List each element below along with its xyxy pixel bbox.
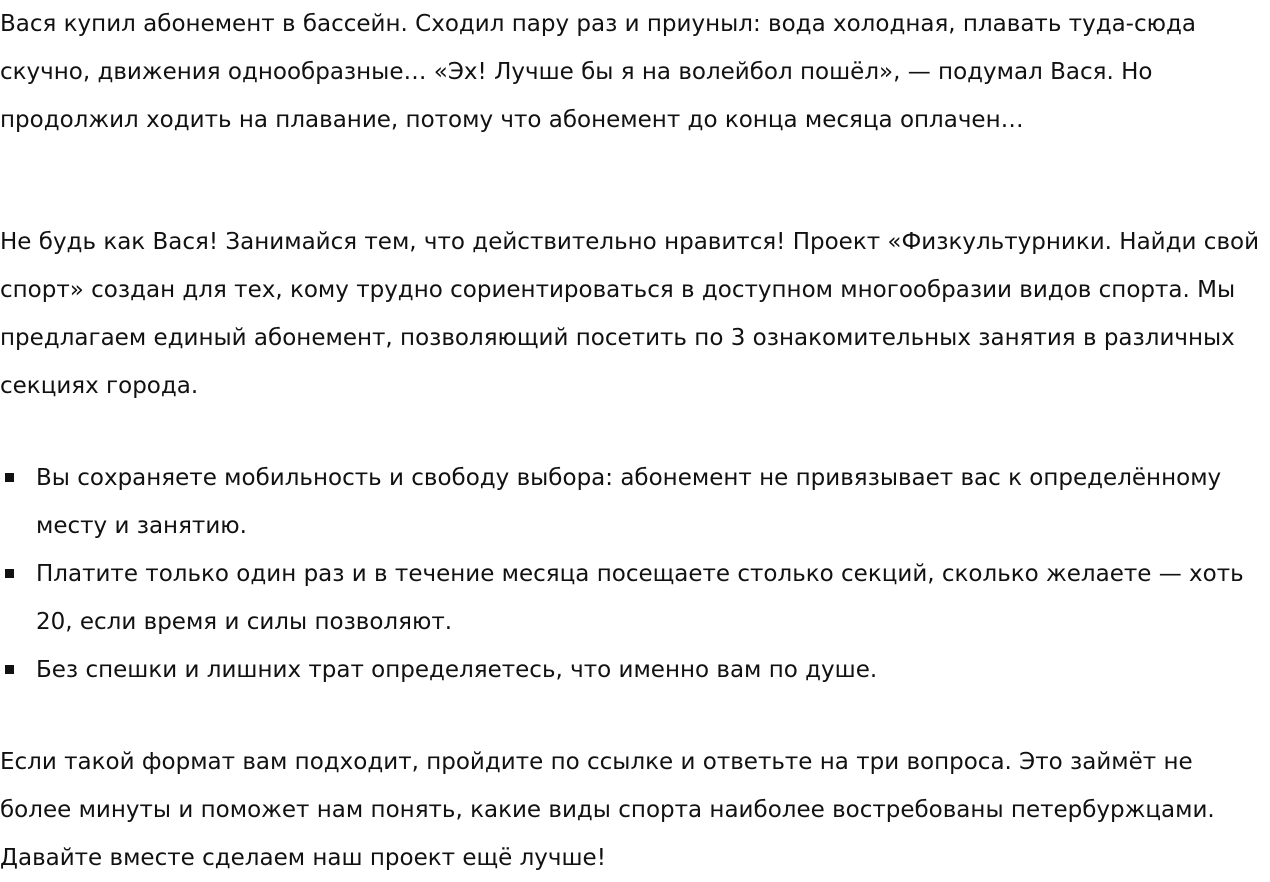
intro-paragraph: Вася купил абонемент в бассейн. Сходил пару раз и приуныл: вода холодная, плавать туда-сюда скучно, движения однообразные… «Эх! Лучше бы я на волейбол пошёл», — подумал Вася. Но продолжил ходить на плавание, потому что абонемент до конца месяца оплачен…: [0, 11, 1196, 133]
benefit-list-item: [0, 646, 1266, 694]
call-to-action-paragraph: Если такой формат вам подходит, пройдите по ссылке и ответьте на три вопроса. Это займёт не более минуты и поможет нам понять, какие виды спорта наиболее востребованы петербуржцами. Давайте вместе сделаем наш проект ещё лучше!: [0, 749, 1215, 871]
benefit-choice-text: Без спешки и лишних трат определяетесь, что именно вам по душе.: [36, 657, 878, 683]
square-bullet-icon: [5, 473, 14, 482]
benefits-list: [0, 454, 1266, 694]
square-bullet-icon: [5, 569, 14, 578]
benefit-list-item: [0, 454, 1266, 550]
square-bullet-icon: [5, 665, 14, 674]
benefit-payment-text: Платите только один раз и в течение месяца посещаете столько секций, сколько желаете — хоть 20, если время и силы позволяют.: [36, 561, 1244, 635]
benefit-mobility-text: Вы сохраняете мобильность и свободу выбора: абонемент не привязывает вас к определённому месту и занятию.: [36, 465, 1222, 539]
project-description-paragraph: Не будь как Вася! Занимайся тем, что действительно нравится! Проект «Физкультурники. Найди свой спорт» создан для тех, кому трудно сориентироваться в доступном многообразии видов спорта. Мы предлагаем единый абонемент, позволяющий посетить по 3 ознакомительных занятия в различных секциях города.: [0, 229, 1260, 399]
benefit-list-item: [0, 550, 1266, 646]
